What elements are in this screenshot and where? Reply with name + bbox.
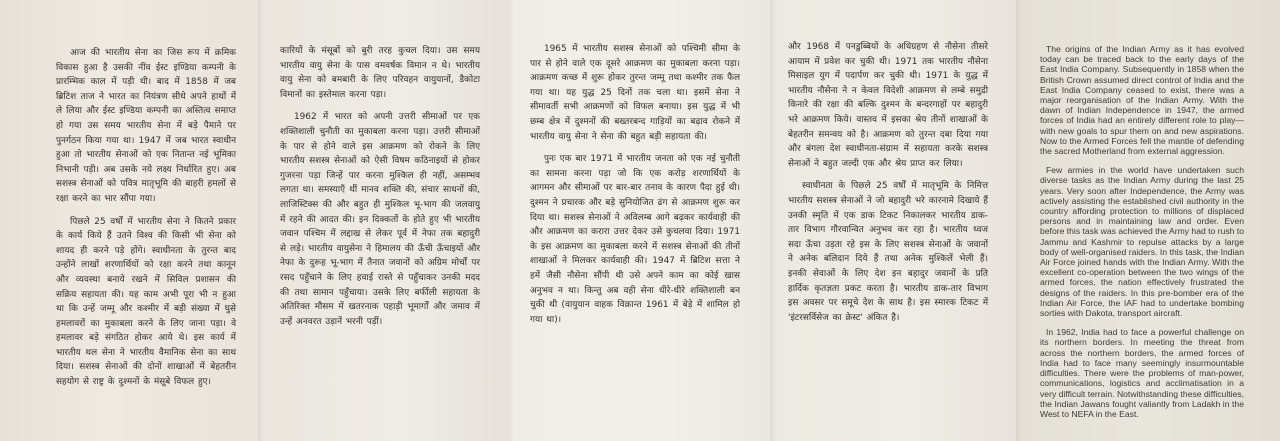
hindi-text-column-3 xyxy=(530,42,740,335)
hindi-text-column-2 xyxy=(280,44,480,337)
paragraph: 1965 में भारतीय सशस्त्र सेनाओं को पश्चिमी सीमा के पार से होने वाले एक दूसरे आक्रमण का मुकाबला करना पड़ा। आक्रमण कच्छ में शुरू होकर तुरन्त जम्मू तथा कश्मीर तक फैल गया था। यह युद्ध 25 दिनों तक चला था। इसमें सेना ने सीमावर्ती सभी आक्रमणों को विफल बनाया। इस युद्ध में भी छम्ब क्षेत्र में दुश्मनों की बख्तरबन्द गाड़ियों का बढ़ाव रोकने में भारतीय वायु सेना ने सेना की बहुत बड़ी सहायता की। xyxy=(530,44,740,142)
fold-shadow xyxy=(258,0,264,441)
panel-english xyxy=(1016,0,1280,441)
hindi-text-column-1 xyxy=(56,46,236,398)
english-text-column xyxy=(1040,44,1244,428)
panel-hindi-1 xyxy=(0,0,258,441)
panel-hindi-2 xyxy=(258,0,508,441)
panel-hindi-3 xyxy=(508,0,770,441)
paragraph: स्वाधीनता के पिछले 25 वर्षों में मातृभूमि के निमित्त भारतीय सशस्त्र सेनाओं ने जो बहादुरी भरे कारनामे दिखाये हैं उनकी स्मृति में एक डाक टिकट निकालकर भारतीय डाक-तार विभाग गौरवान्वित अनुभव कर रहा है। भारतीय ध्वज सदा ऊँचा उड़ता रहे इस के लिए सशस्त्र सेनाओं के जवानों ने अनेक बलिदान दिये हैं तथा अनेक मुश्किलें भेली हैं। इनकी सेवाओं के लिए देश इन बहादुर जवानों के प्रति हार्दिक कृतज्ञता प्रकट करता है। भारतीय डाक-तार विभाग इस अवसर पर समूचे देश के साथ है। इस स्मारक टिकट में 'इंटरसर्विसेज का क्रेस्ट' अंकित है। xyxy=(788,181,988,323)
fold-shadow xyxy=(770,0,776,441)
paragraph: पिछले 25 वर्षों में भारतीय सेना ने कितने प्रकार के कार्य किये हैं उतने विश्व की किसी भी सेना को शायद ही करने पड़े होंगे। स्वाधीनता के तुरन्त बाद उन्होंने लाखों शरणार्थियों को रक्षा करने तथा कानून और व्यवस्था बनाये रखने में सिविल प्रशासन की सक्रिय सहायता की। यह काम अभी पूरा भी न हुआ था कि उन्हें जम्मू और कश्मीर में बड़ी संख्या में घुसे हमलावरों का मुकाबला करने के लिए जाना पड़ा। वे हमलावर बड़े संगठित होकर आये थे। इस कार्य में भारतीय थल सेना ने भारतीय वैमानिक सेना का साथ दिया। सशस्त्र सेनाओं की दोनों शाखाओं में बेहतरीन सहयोग से राष्ट्र के दुश्मनों के मंसूबे विफल हुए। xyxy=(56,216,236,388)
paragraph: कारियों के मंसूबों को बुरी तरह कुचल दिया। उस समय भारतीय वायु सेना के पास वमवर्षक विमान न थे। भारतीय वायु सेना को बमबारी के लिए परिवहन वायुयानों, डैकोटा विमानों का इस्तेमाल करना पड़ा। xyxy=(280,46,480,100)
panel-hindi-4 xyxy=(770,0,1016,441)
paragraph: और 1968 में पनडुब्बियों के अधिग्रहण से नौसेना तीसरे आयाम में प्रवेश कर चुकी थी। 1971 तक भारतीय नौसेना मिसाइल युग में पदार्पण कर चुकी थी। 1971 के युद्ध में भारतीय नौसेना ने न केवल विदेशी आक्रमण से लम्बे समुद्री किनारे की रक्षा की बल्कि दुश्मन के बन्दरगाहों पर बहादुरी भरे आक्रमण किये। वास्तव में इसका श्रेय तीनों शाखाओं के बेहतरीन समन्वय को है। आक्रमण को तुरन्त दबा दिया गया और बंगला देश स्वाधीनता-संग्राम में सहायता करके सशस्त्र सेनाओं ने बहुत जल्दी एक और श्रेय प्राप्त कर लिया। xyxy=(788,42,988,169)
hindi-text-column-4 xyxy=(788,40,988,333)
paragraph: पुनः एक बार 1971 में भारतीय जनता को एक नई चुनौती का सामना करना पड़ा जो कि एक करोड़ शरणार्थियों के आगमन और सीमाओं पर बार-बार तनाव के कारण पैदा हुई थी। दुश्मन ने प्रचारक और बड़े सुनियोजित ढंग से आक्रमण शुरू कर दिया था। सशस्त्र सेनाओं ने अविलम्ब आगे बढ़कर कार्यवाही की और आक्रमण का करारा उत्तर देकर उसे कुचलवा दिया। 1971 के इस आक्रमण का मुकाबला करने में सशस्त्र सेनाओं की तीनों शाखाओं ने मिलकर कार्यवाही की। 1947 में ब्रिटिश सत्ता ने हमें जैसी नौसेना सौंपी थी उसे अपने काम का कोई खास अनुभव न था। किन्तु अब वही सेना धीरे-धीरे शक्तिशाली बन चुकी थी (वायुयान वाहक विक्रान्त 1961 में बेड़े में शामिल हो गया था)। xyxy=(530,154,740,325)
paragraph: Few armies in the world have undertaken such diverse tasks as the Indian Army during the last 25 years. Very soon after Independence, the Army was actively assisting the established civil authority in the country affording protection to millions of displaced persons and in maintaining law and order. Even before this task was achieved the Army had to rush to Jammu and Kashmir to repulse attacks by a large body of well-organised raiders. In this task, the Indian Air Force joined hands with the Indian Army. With the excellent co-operation between the two wings of the armed forces, the nation effectively frustrated the designs of the raiders. In this pre-bomber era of the Indian Air Force, the IAF had to undertake bombing sorties with Dakota, transport aircraft. xyxy=(1040,165,1244,319)
paragraph: आज की भारतीय सेना का जिस रूप में क्रमिक विकास हुआ है उसकी नींव ईस्ट इण्डिया कम्पनी के प्रारम्भिक काल में पड़ी थी। बाद में 1858 में जब ब्रिटिश ताज ने भारत का नियंत्रण सीधे अपने हाथों में ले लिया और ईस्ट इण्डिया कम्पनी का अस्तित्व समाप्त हो गया उस समय भारतीय सेना में बड़े पैमाने पर पुनर्गठन किया गया था। 1947 में जब भारत स्वाधीन हुआ तो भारतीय सेनाओं को एक नितान्त नई भूमिका निभानी पड़ी। अब उसके नये लक्ष्य निर्धारित हुए। अब सशस्त्र सेनाओं को पवित्र मातृभूमि की बाहरी हमलों से रक्षा करने का भार सौंपा गया। xyxy=(56,48,236,204)
fold-shadow xyxy=(1016,0,1022,441)
paragraph: In 1962, India had to face a powerful challenge on its northern borders. In meeting the threat from across the northern borders, the armed forces of India had to face many seemingly insurmountable difficulties. There were the problems of man-power, communications, logistics and acclimatisation in a very difficult terrain. Notwithstanding these difficulties, the Indian Jawans fought valiantly from Ladakh in the West to NEFA in the East. xyxy=(1040,327,1244,419)
paragraph: 1962 में भारत को अपनी उत्तरी सीमाओं पर एक शक्तिशाली चुनौती का मुकाबला करना पड़ा। उत्तरी सीमाओं के पार से होने वाले इस आक्रमण को रोकने के लिए भारतीय सशस्त्र सेनाओं को ऐसी विषम कठिनाइयों से होकर गुजरना पड़ा जिन्हें पार करना मुश्किल ही नहीं, असम्भव लगता था। समस्याएँ थीं मानव शक्ति की, संचार साधनों की, लाजिस्टिक्स की और बहुत ही मुश्किल भू-भाग की जलवायु में रहने की आदत की। इन दिक्कतों के होते हुए भी भारतीय जवान पश्चिम में लद्दाख से लेकर पूर्व में नेफा तक बहादुरी से लड़े। भारतीय वायुसेना ने हिमालय की ऊँची ऊँचाइयों और नेफा के दुरूह भू-भाग में तैनात जवानों को अग्रिम मोर्चों पर रसद पहुँचाने के लिए हवाई रास्ते से पहुँचाकर उनकी मदद की तथा सामान पहुँचाया। उसके लिए बर्फीली सहायता के अतिरिक्त मौसम में खतरनाक पहाड़ी भूमार्गों और जमाव में उन्हें अनवरत उड़ानें भरनी पड़ीं। xyxy=(280,112,480,327)
paragraph: The origins of the Indian Army as it has evolved today can be traced back to the early days of the East India Company. Subsequently in 1858 when the British Crown assumed direct control of India and the East India Company ceased to exist, there was a major reorganisation of the Indian Army. With the dawn of Indian Independence in 1947, the armed forces of India had an entirely different role to play—with new goals to spur them on and new aspirations. Now to the Armed Forces fell the mantle of defending the sacred Motherland from external aggression. xyxy=(1040,44,1244,157)
fold-shadow xyxy=(508,0,514,441)
